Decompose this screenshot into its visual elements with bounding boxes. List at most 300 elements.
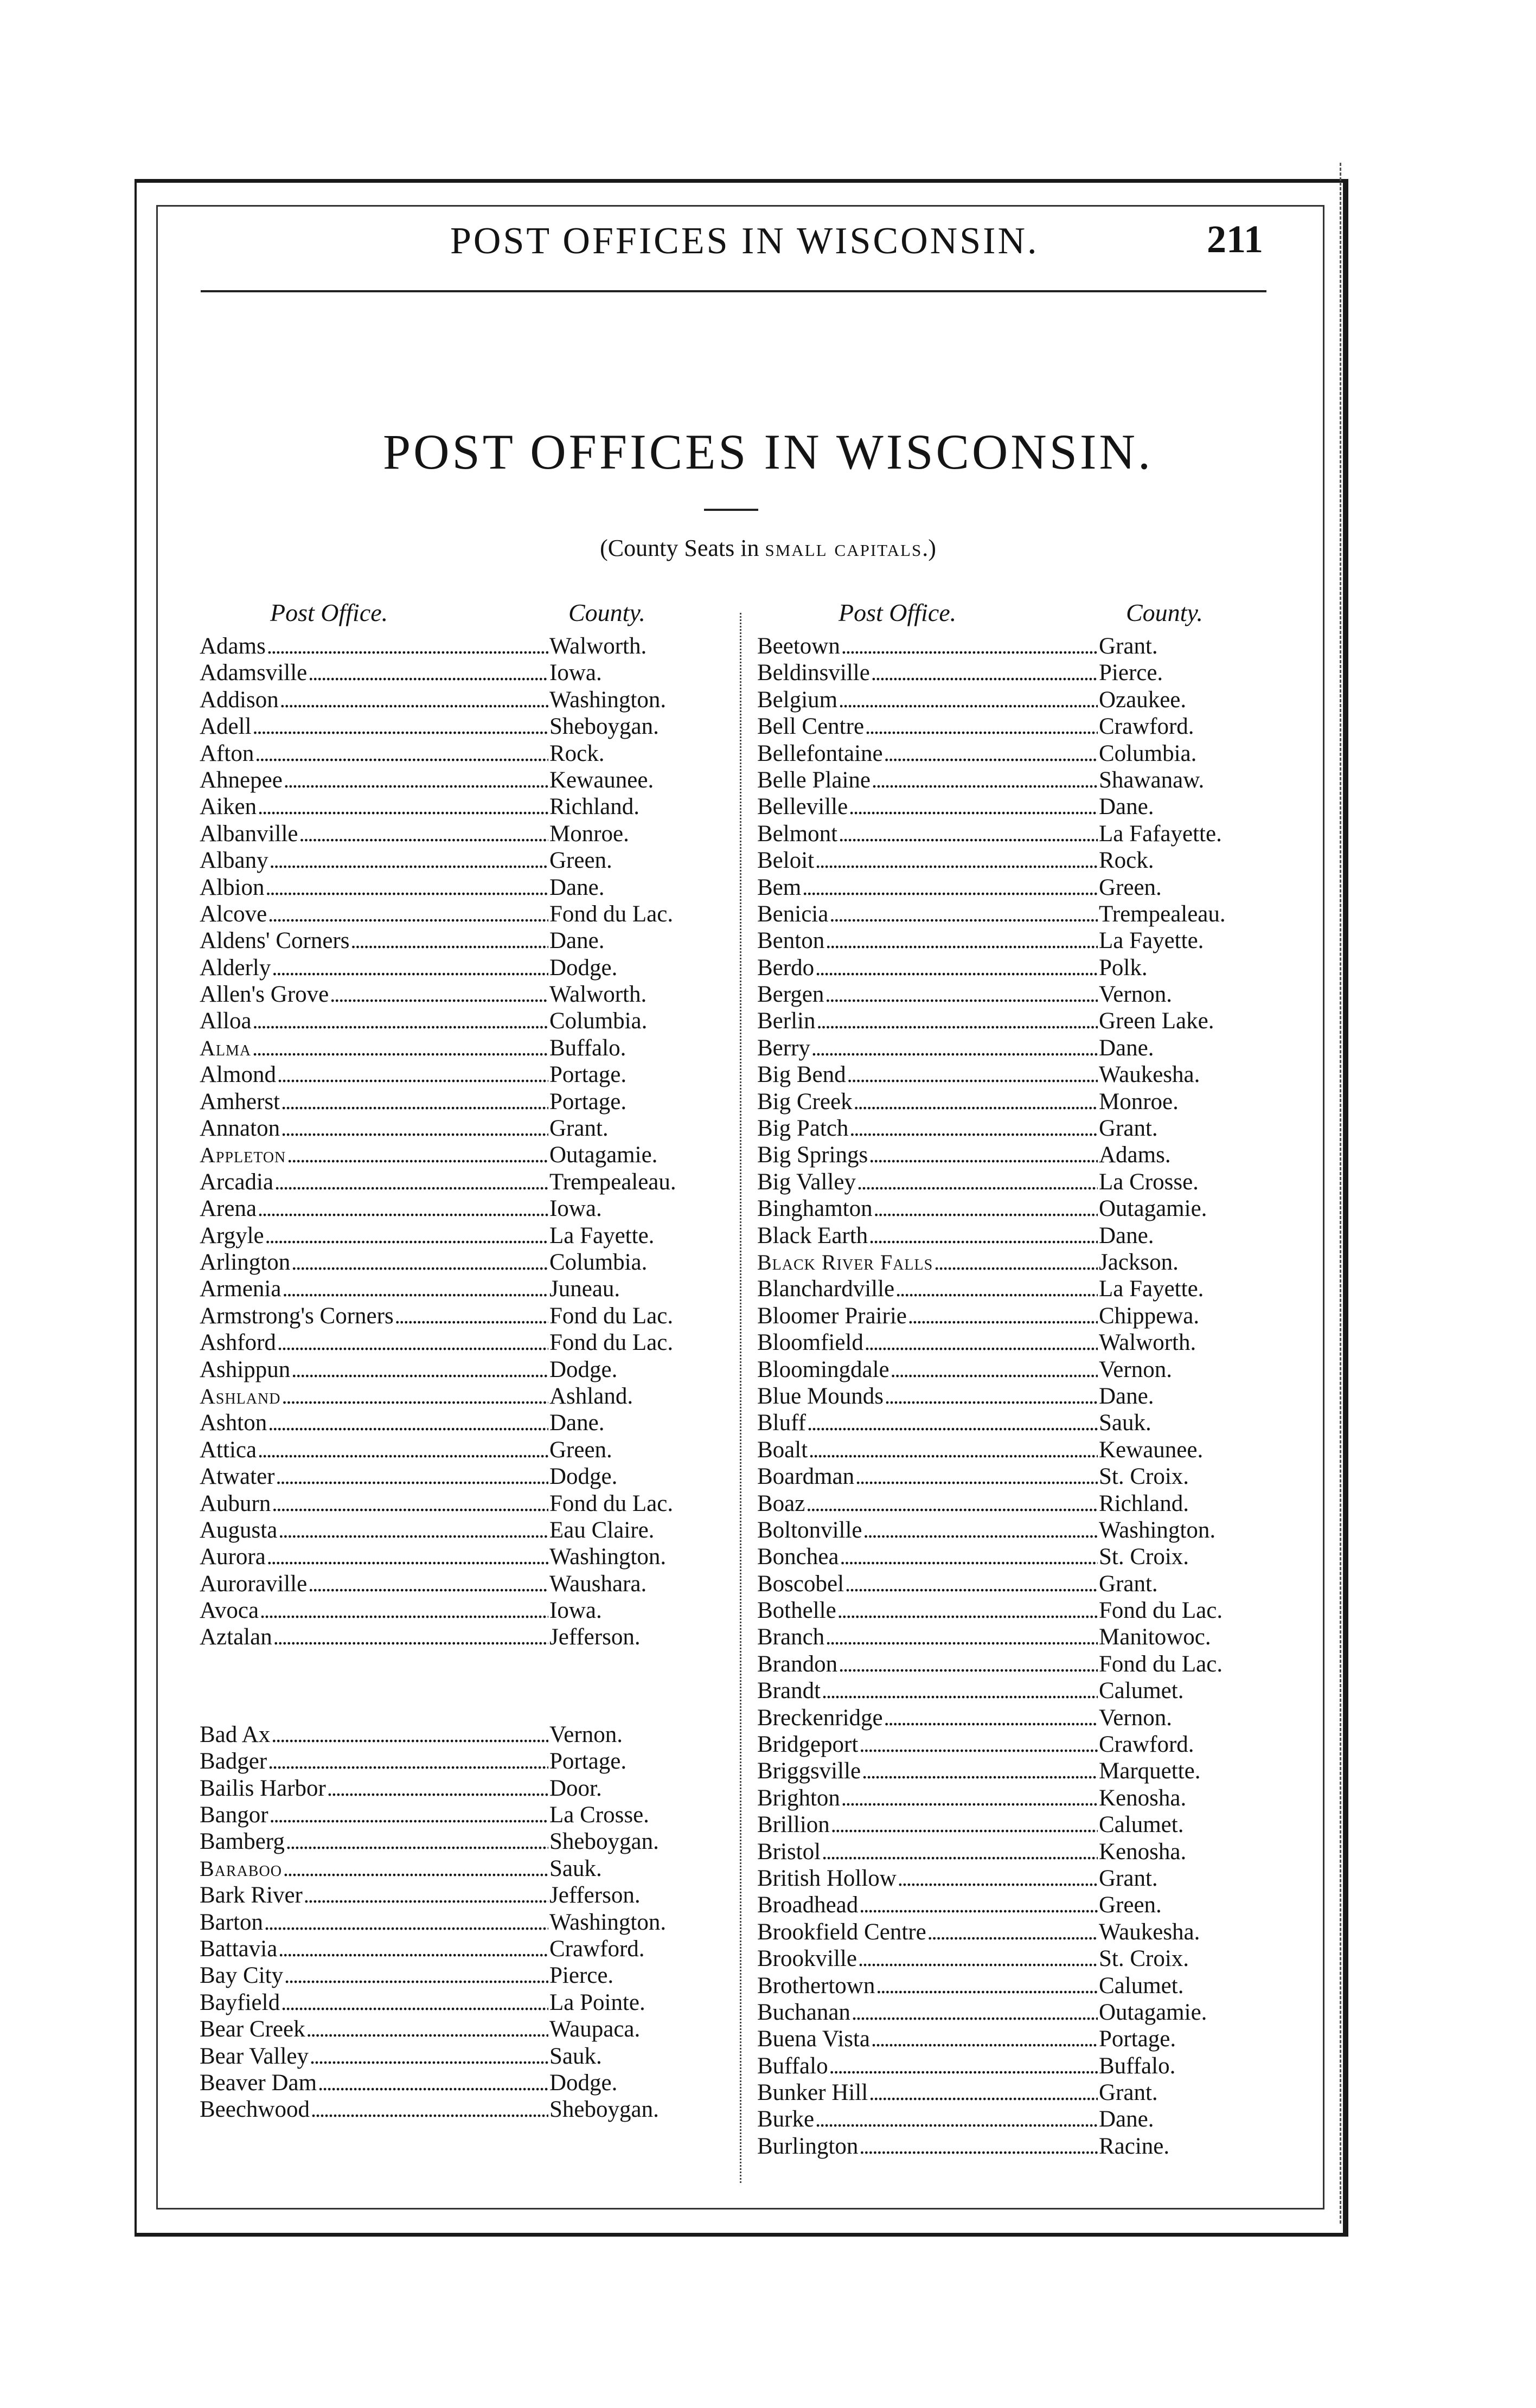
post-office-entry xyxy=(757,659,1267,686)
county-name: Monroe. xyxy=(549,821,629,847)
post-office-name: Bergen xyxy=(757,982,824,1008)
dot-leader xyxy=(876,1972,1098,1999)
post-office-name: Bunker Hill xyxy=(757,2080,868,2106)
post-office-name: Blanchardville xyxy=(757,1276,895,1302)
dot-leader xyxy=(252,1035,548,1061)
dot-leader xyxy=(854,1088,1098,1115)
post-office-entry xyxy=(757,847,1267,874)
post-office-entry xyxy=(200,901,728,927)
post-office-entry xyxy=(757,1195,1267,1222)
dot-leader xyxy=(287,1142,548,1168)
dot-leader xyxy=(858,1945,1098,1972)
header-county: County. xyxy=(568,599,645,626)
post-office-entry xyxy=(757,1571,1267,1597)
county-name: Dodge. xyxy=(549,955,618,981)
dot-leader xyxy=(253,713,548,740)
dot-leader xyxy=(286,1828,548,1855)
post-office-entry xyxy=(200,1142,728,1168)
county-name: Calumet. xyxy=(1099,1678,1184,1704)
right-column xyxy=(757,594,1267,2160)
county-name: St. Croix. xyxy=(1099,1464,1189,1490)
post-office-entry xyxy=(757,1329,1267,1356)
header-county: County. xyxy=(1126,599,1203,626)
post-office-name: Bamberg xyxy=(200,1829,285,1855)
post-office-name: Brookfield Centre xyxy=(757,1919,926,1945)
dot-leader xyxy=(806,1490,1098,1517)
post-office-entry xyxy=(200,1517,728,1544)
county-name: Door. xyxy=(549,1775,602,1801)
post-office-entry xyxy=(200,1989,728,2016)
post-office-name: Binghamton xyxy=(757,1196,873,1222)
county-name: Jefferson. xyxy=(549,1624,641,1650)
dot-leader xyxy=(884,1705,1098,1731)
post-office-entry xyxy=(757,1972,1267,1999)
post-office-entry xyxy=(200,740,728,767)
post-office-entry xyxy=(757,1544,1267,1570)
post-office-entry xyxy=(200,1329,728,1356)
county-name: Waupaca. xyxy=(549,2016,641,2042)
dot-leader xyxy=(283,1855,548,1882)
post-office-name: Berdo xyxy=(757,955,815,981)
post-office-name: Adams xyxy=(200,633,266,659)
dot-leader xyxy=(934,1249,1098,1276)
county-name: Polk. xyxy=(1099,955,1148,981)
post-office-name: Beetown xyxy=(757,633,840,659)
post-office-name: Aztalan xyxy=(200,1624,272,1650)
post-office-entry xyxy=(757,633,1267,659)
county-name: Outagamie. xyxy=(1099,1196,1207,1222)
post-office-entry xyxy=(200,1356,728,1383)
title-rule xyxy=(704,509,758,511)
county-name: Fond du Lac. xyxy=(1099,1598,1223,1624)
county-name: Trempealeau. xyxy=(1099,901,1226,927)
county-name: Green. xyxy=(549,848,612,874)
county-name: Fond du Lac. xyxy=(549,901,674,927)
post-office-name: Briggsville xyxy=(757,1758,861,1784)
post-office-entry xyxy=(757,1410,1267,1436)
dot-leader xyxy=(350,927,548,954)
post-office-entry xyxy=(757,1142,1267,1168)
county-name: Eau Claire. xyxy=(549,1517,655,1543)
post-office-name: Argyle xyxy=(200,1222,264,1248)
letter-group-gap xyxy=(200,1651,728,1721)
post-office-entry xyxy=(757,1677,1267,1704)
post-office-entry xyxy=(200,2070,728,2096)
post-office-name: Boscobel xyxy=(757,1571,844,1597)
county-name: Outagamie. xyxy=(549,1142,658,1168)
post-office-entry xyxy=(757,1490,1267,1517)
county-name: Columbia. xyxy=(549,1008,648,1034)
dot-leader xyxy=(898,1865,1098,1892)
post-office-name: Buffalo xyxy=(757,2053,828,2079)
post-office-name: Big Valley xyxy=(757,1169,856,1195)
post-office-name: Alloa xyxy=(200,1008,252,1034)
dot-leader xyxy=(327,1775,548,1802)
county-name: Ashland. xyxy=(549,1383,633,1409)
county-name: Adams. xyxy=(1099,1142,1171,1168)
dot-leader xyxy=(849,1115,1098,1142)
post-office-name: Aldens' Corners xyxy=(200,928,350,954)
dot-leader xyxy=(825,981,1098,1008)
post-office-name: Beldinsville xyxy=(757,660,870,686)
post-office-entry xyxy=(200,1008,728,1034)
county-name: Washington. xyxy=(1099,1517,1216,1543)
dot-leader xyxy=(822,1677,1098,1704)
county-name: La Pointe. xyxy=(549,1989,645,2015)
post-office-entry xyxy=(200,1088,728,1115)
left-entries-b xyxy=(200,1721,728,2123)
county-name: Kewaunee. xyxy=(1099,1437,1204,1463)
dot-leader xyxy=(852,1999,1098,2026)
post-office-name: Albion xyxy=(200,874,265,900)
county-name: Rock. xyxy=(1099,848,1154,874)
county-name: Walworth. xyxy=(549,633,647,659)
county-name: Monroe. xyxy=(1099,1088,1179,1115)
post-office-entry xyxy=(200,687,728,713)
county-name: Sauk. xyxy=(549,1855,602,1881)
post-office-name: Bloomingdale xyxy=(757,1356,889,1382)
post-office-entry xyxy=(200,1936,728,1962)
county-name: Shawanaw. xyxy=(1099,767,1205,793)
post-office-entry xyxy=(757,767,1267,793)
post-office-name: Bellefontaine xyxy=(757,740,883,766)
post-office-entry xyxy=(757,793,1267,820)
dot-leader xyxy=(281,1115,548,1142)
dot-leader xyxy=(308,1571,548,1597)
county-seat-name: Black River Falls xyxy=(757,1250,933,1275)
post-office-name: Bark River xyxy=(200,1882,303,1909)
post-office-entry xyxy=(200,767,728,793)
post-office-name: Bangor xyxy=(200,1802,268,1828)
post-office-name: Adell xyxy=(200,714,252,740)
post-office-entry xyxy=(757,1437,1267,1463)
column-divider xyxy=(740,613,741,2183)
post-office-entry xyxy=(200,1463,728,1490)
county-name: Buffalo. xyxy=(1099,2053,1176,2079)
post-office-entry xyxy=(200,1222,728,1249)
post-office-name: Bailis Harbor xyxy=(200,1775,326,1801)
post-office-entry xyxy=(200,1303,728,1329)
post-office-name: Armstrong's Corners xyxy=(200,1303,394,1329)
county-name: Waukesha. xyxy=(1099,1062,1200,1088)
post-office-name: Ashford xyxy=(200,1330,276,1356)
county-name: Sheboygan. xyxy=(549,1829,659,1855)
post-office-entry xyxy=(200,821,728,847)
post-office-name: Auroraville xyxy=(200,1571,308,1597)
post-office-name: Amherst xyxy=(200,1088,280,1115)
county-name: Trempealeau. xyxy=(549,1169,676,1195)
county-name: Portage. xyxy=(549,1749,627,1775)
county-name: La Crosse. xyxy=(549,1802,649,1828)
dot-leader xyxy=(270,847,548,874)
post-office-name: Afton xyxy=(200,740,254,766)
dot-leader xyxy=(306,2016,548,2042)
dot-leader xyxy=(841,1785,1098,1811)
post-office-name: Beloit xyxy=(757,848,815,874)
county-name: La Fayette. xyxy=(1099,928,1204,954)
post-office-entry xyxy=(200,1035,728,1061)
post-office-name: Albanville xyxy=(200,821,298,847)
county-name: Richland. xyxy=(549,794,639,820)
dot-leader xyxy=(862,1758,1098,1784)
county-name: Grant. xyxy=(1099,633,1158,659)
header-rule xyxy=(201,290,1266,292)
post-office-name: Aurora xyxy=(200,1544,266,1570)
post-office-entry xyxy=(757,955,1267,981)
post-office-name: Ashippun xyxy=(200,1356,291,1382)
dot-leader xyxy=(802,874,1098,901)
left-column-header xyxy=(200,594,728,633)
post-office-name: Bell Centre xyxy=(757,714,865,740)
post-office-entry xyxy=(200,1115,728,1142)
post-office-entry xyxy=(200,633,728,659)
dot-leader xyxy=(318,2070,548,2096)
county-name: Green Lake. xyxy=(1099,1008,1214,1034)
dot-leader xyxy=(863,1517,1098,1544)
dot-leader xyxy=(395,1303,548,1329)
dot-leader xyxy=(281,1383,548,1410)
post-office-entry xyxy=(757,1811,1267,1838)
dot-leader xyxy=(884,740,1098,767)
post-office-entry xyxy=(757,1865,1267,1892)
post-office-entry xyxy=(757,1356,1267,1383)
county-name: Portage. xyxy=(549,1062,627,1088)
post-office-entry xyxy=(757,2026,1267,2052)
dot-leader xyxy=(869,2079,1098,2106)
dot-leader xyxy=(291,1356,548,1383)
post-office-name: Brothertown xyxy=(757,1972,875,1999)
post-office-name: Boaz xyxy=(757,1490,805,1516)
post-office-entry xyxy=(200,1624,728,1650)
dot-leader xyxy=(277,1061,548,1088)
post-office-entry xyxy=(757,1303,1267,1329)
post-office-entry xyxy=(200,1276,728,1302)
dot-leader xyxy=(845,1571,1098,1597)
post-office-name: Ashton xyxy=(200,1410,267,1436)
county-name: Grant. xyxy=(549,1116,609,1142)
county-name: Portage. xyxy=(549,1088,627,1115)
dot-leader xyxy=(265,1222,548,1249)
post-office-name: Benton xyxy=(757,928,825,954)
dot-leader xyxy=(271,1721,548,1748)
dot-leader xyxy=(849,793,1098,820)
dot-leader xyxy=(807,1410,1098,1436)
county-name: Green. xyxy=(1099,1892,1162,1918)
left-column xyxy=(200,594,728,2123)
county-name: Grant. xyxy=(1099,2080,1158,2106)
county-name: Iowa. xyxy=(549,660,602,686)
subtitle xyxy=(0,534,1536,562)
page-title: POST OFFICES IN WISCONSIN. xyxy=(383,424,1153,479)
post-office-entry xyxy=(200,1828,728,1855)
header-post-office: Post Office. xyxy=(839,599,957,626)
dot-leader xyxy=(811,1035,1098,1061)
post-office-entry xyxy=(757,1463,1267,1490)
post-office-name: Berlin xyxy=(757,1008,816,1034)
post-office-name: Broadhead xyxy=(757,1892,859,1918)
post-office-entry xyxy=(200,1169,728,1195)
post-office-entry xyxy=(200,1249,728,1276)
dot-leader xyxy=(816,1008,1098,1034)
county-name: Dane. xyxy=(1099,1035,1154,1061)
dot-leader xyxy=(277,1329,548,1356)
post-office-name: Augusta xyxy=(200,1517,278,1543)
dot-leader xyxy=(815,2106,1098,2132)
post-office-name: Burlington xyxy=(757,2133,859,2159)
dot-leader xyxy=(857,1169,1098,1195)
post-office-name: Bem xyxy=(757,874,802,900)
page-number: 211 xyxy=(1207,217,1264,261)
county-name: Washington. xyxy=(549,1909,667,1935)
post-office-entry xyxy=(200,927,728,954)
dot-leader xyxy=(276,1463,549,1490)
post-office-name: Almond xyxy=(200,1062,276,1088)
dot-leader xyxy=(268,1748,548,1775)
post-office-entry xyxy=(757,1624,1267,1650)
post-office-name: Bloomer Prairie xyxy=(757,1303,907,1329)
dot-leader xyxy=(291,1249,548,1276)
post-office-name: British Hollow xyxy=(757,1865,897,1891)
post-office-name: Berry xyxy=(757,1035,810,1061)
post-office-entry xyxy=(757,1705,1267,1731)
post-office-entry xyxy=(200,1571,728,1597)
post-office-name: Avoca xyxy=(200,1598,259,1624)
post-office-name: Alderly xyxy=(200,955,271,981)
post-office-name: Beaver Dam xyxy=(200,2070,317,2096)
county-name: Pierce. xyxy=(1099,660,1163,686)
post-office-entry xyxy=(200,1544,728,1570)
county-name: Chippewa. xyxy=(1099,1303,1200,1329)
post-office-entry xyxy=(200,2096,728,2123)
dot-leader xyxy=(895,1276,1098,1302)
post-office-name: Bothelle xyxy=(757,1598,836,1624)
county-name: St. Croix. xyxy=(1099,1946,1189,1972)
dot-leader xyxy=(908,1303,1098,1329)
dot-leader xyxy=(273,1624,548,1650)
county-name: Sauk. xyxy=(549,2043,602,2069)
dot-leader xyxy=(839,687,1098,713)
post-office-entry xyxy=(757,821,1267,847)
county-name: Dodge. xyxy=(549,2070,618,2096)
post-office-entry xyxy=(200,793,728,820)
post-office-name: Ahnepee xyxy=(200,767,283,793)
post-office-entry xyxy=(757,981,1267,1008)
post-office-entry xyxy=(757,2133,1267,2160)
county-name: Vernon. xyxy=(1099,982,1172,1008)
county-name: Dane. xyxy=(549,928,605,954)
post-office-entry xyxy=(757,927,1267,954)
post-office-entry xyxy=(757,1222,1267,1249)
county-name: Dane. xyxy=(1099,1222,1154,1248)
county-name: La Fayette. xyxy=(549,1222,655,1248)
post-office-entry xyxy=(200,1490,728,1517)
county-seat-name: Alma xyxy=(200,1035,252,1060)
county-name: Dodge. xyxy=(549,1464,618,1490)
post-office-name: Big Springs xyxy=(757,1142,868,1168)
dot-leader xyxy=(258,793,548,820)
dot-leader xyxy=(278,1936,548,1962)
county-name: Grant. xyxy=(1099,1865,1158,1891)
post-office-name: Bayfield xyxy=(200,1989,280,2015)
post-office-entry xyxy=(757,901,1267,927)
dot-leader xyxy=(270,1802,548,1828)
post-office-name: Attica xyxy=(200,1437,257,1463)
dot-leader xyxy=(268,1410,548,1436)
county-name: Juneau. xyxy=(549,1276,620,1302)
county-name: Sheboygan. xyxy=(549,714,659,740)
dot-leader xyxy=(871,2026,1098,2052)
dot-leader xyxy=(825,1624,1098,1650)
county-name: Dane. xyxy=(549,1410,605,1436)
post-office-entry xyxy=(757,1785,1267,1811)
county-seat-name: Baraboo xyxy=(200,1856,282,1881)
post-office-name: Bridgeport xyxy=(757,1732,859,1758)
county-name: Dane. xyxy=(1099,2106,1154,2132)
county-name: Manitowoc. xyxy=(1099,1624,1211,1650)
county-name: Buffalo. xyxy=(549,1035,626,1061)
post-office-entry xyxy=(757,713,1267,740)
county-name: Washington. xyxy=(549,687,667,713)
post-office-name: Breckenridge xyxy=(757,1705,883,1731)
post-office-name: Auburn xyxy=(200,1490,271,1516)
county-name: Dane. xyxy=(549,874,605,900)
post-office-name: Bay City xyxy=(200,1963,284,1989)
county-name: Vernon. xyxy=(549,1721,623,1747)
county-seat-name: Appleton xyxy=(200,1143,286,1168)
dot-leader xyxy=(281,1989,548,2016)
dot-leader xyxy=(859,1731,1098,1758)
county-seat-name: Ashland xyxy=(200,1384,281,1408)
post-office-entry xyxy=(757,1919,1267,1945)
dot-leader xyxy=(258,1195,548,1222)
post-office-name: Brighton xyxy=(757,1785,840,1811)
dot-leader xyxy=(831,1811,1098,1838)
post-office-entry xyxy=(200,713,728,740)
dot-leader xyxy=(869,1222,1098,1249)
post-office-entry xyxy=(757,2079,1267,2106)
post-office-entry xyxy=(757,687,1267,713)
dot-leader xyxy=(871,659,1098,686)
dot-leader xyxy=(308,659,548,686)
post-office-name: Big Creek xyxy=(757,1088,853,1115)
post-office-entry xyxy=(200,874,728,901)
dot-leader xyxy=(847,1061,1098,1088)
post-office-entry xyxy=(200,1410,728,1436)
post-office-name: Allen's Grove xyxy=(200,982,329,1008)
post-office-entry xyxy=(200,1882,728,1909)
post-office-entry xyxy=(757,1115,1267,1142)
post-office-name: Big Patch xyxy=(757,1116,849,1142)
dot-leader xyxy=(809,1437,1098,1463)
post-office-entry xyxy=(757,1383,1267,1410)
dot-leader xyxy=(272,1490,548,1517)
post-office-name: Boltonville xyxy=(757,1517,862,1543)
county-name: Grant. xyxy=(1099,1571,1158,1597)
post-office-entry xyxy=(200,1437,728,1463)
dot-leader xyxy=(258,1437,548,1463)
post-office-name: Adamsville xyxy=(200,660,308,686)
county-name: La Fayette. xyxy=(1099,1276,1204,1302)
post-office-entry xyxy=(200,1748,728,1775)
county-name: Walworth. xyxy=(1099,1330,1196,1356)
post-office-name: Branch xyxy=(757,1624,825,1650)
post-office-entry xyxy=(757,874,1267,901)
post-office-name: Brandon xyxy=(757,1651,838,1677)
county-name: Jefferson. xyxy=(549,1882,641,1909)
post-office-entry xyxy=(757,1035,1267,1061)
dot-leader xyxy=(885,1383,1098,1410)
dot-leader xyxy=(825,927,1098,954)
